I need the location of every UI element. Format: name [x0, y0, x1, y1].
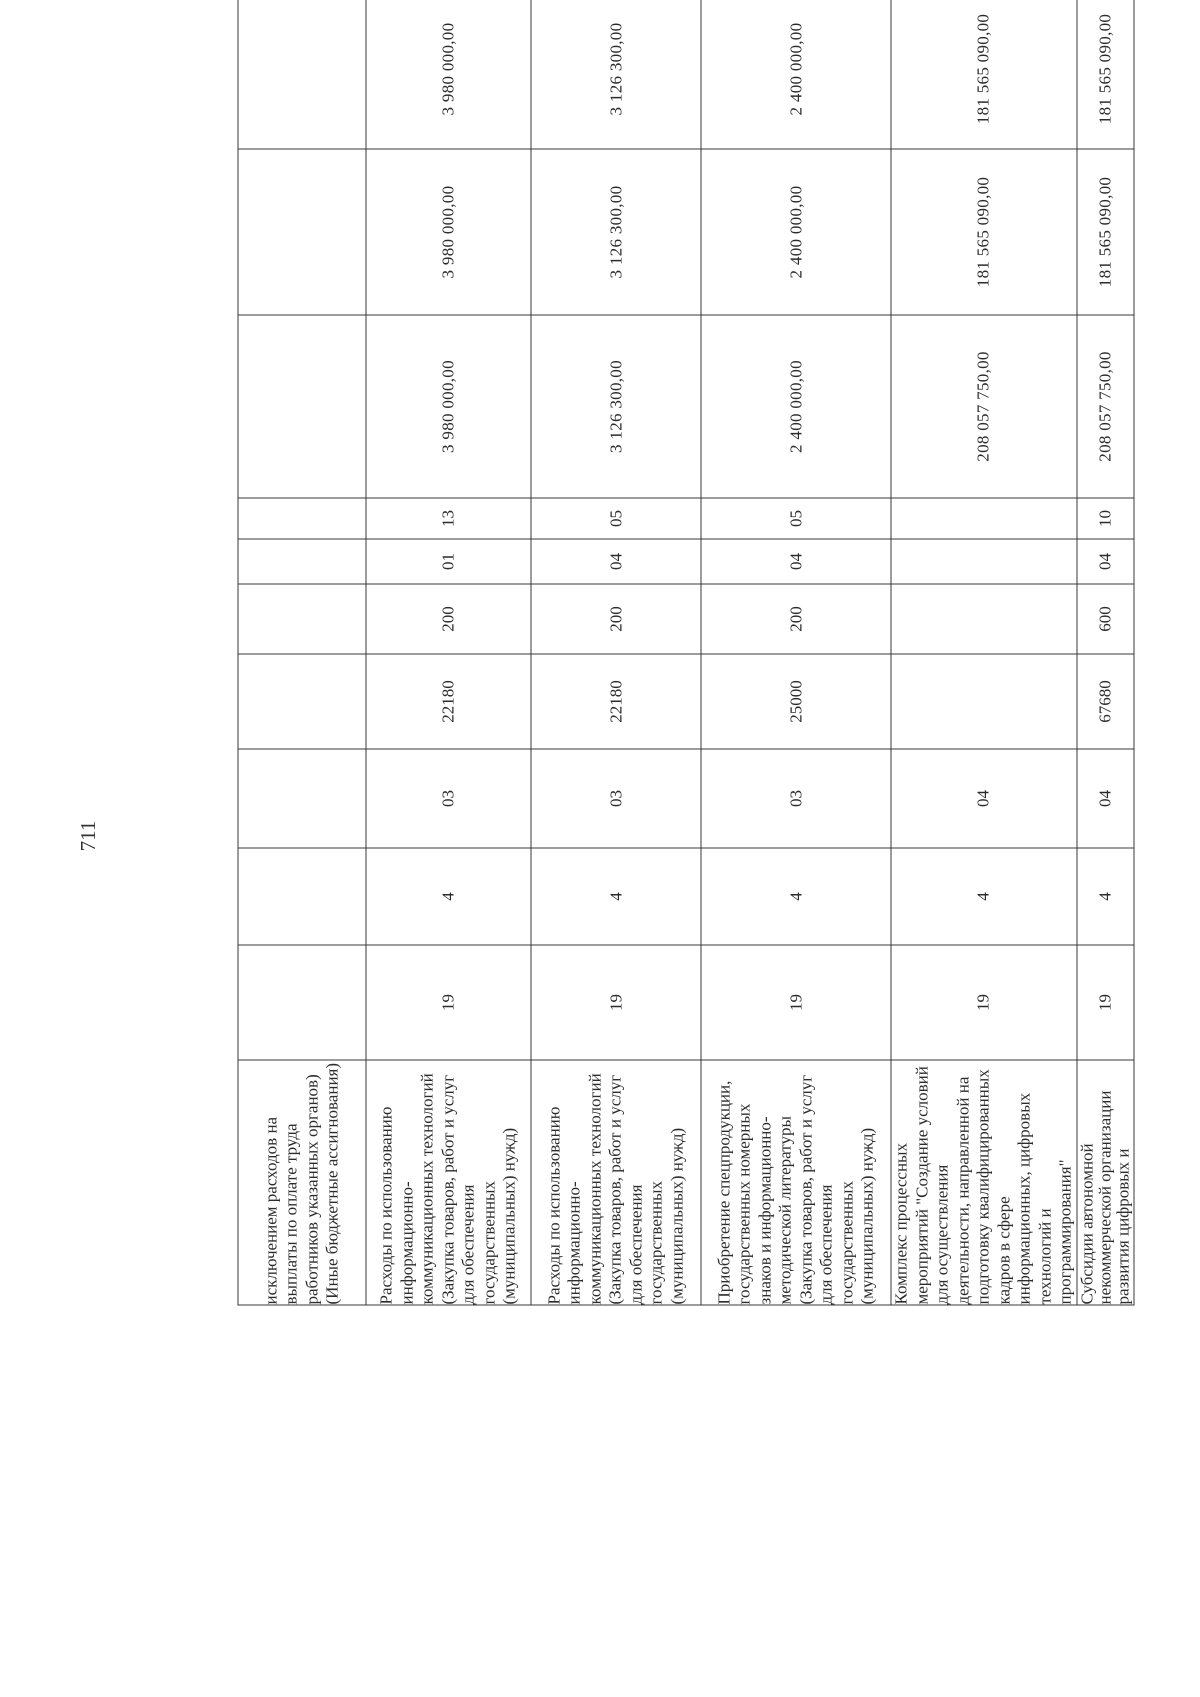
code-cell: 05	[701, 498, 891, 539]
code-cell: 05	[531, 498, 701, 539]
code-cell: 4	[701, 848, 891, 945]
row-description: Приобретение спецпродукции, государственных номерных знаков и информационно-методической литературы (Закупка товаров, работ и услуг для обеспечения государственных (муниципальных) нужд)	[701, 1060, 891, 1305]
amount-cell: 3 126 300,00	[531, 0, 701, 149]
amount-cell: 208 057 750,00	[891, 315, 1077, 498]
code-cell: 200	[531, 584, 701, 654]
amount-cell: 2 400 000,00	[701, 0, 891, 149]
code-cell: 4	[531, 848, 701, 945]
code-cell	[238, 498, 366, 539]
code-cell: 03	[531, 749, 701, 848]
code-cell: 19	[531, 945, 701, 1060]
row-description: исключением расходов на выплаты по оплате труда работников указанных органов) (Иные бюджетные ассигнования)	[238, 1060, 366, 1305]
amount-cell: 181 565 090,00	[891, 0, 1077, 149]
table-row	[1077, 0, 1134, 1305]
code-cell	[891, 539, 1077, 584]
code-cell: 22180	[531, 654, 701, 749]
code-cell	[238, 945, 366, 1060]
amount-cell	[238, 0, 366, 149]
code-cell: 19	[701, 945, 891, 1060]
amount-cell: 3 980 000,00	[366, 149, 531, 315]
code-cell: 25000	[701, 654, 891, 749]
amount-cell: 181 565 090,00	[891, 149, 1077, 315]
code-cell	[891, 498, 1077, 539]
row-description: Расходы по использованию информационно-коммуникационных технологий (Закупка товаров, работ и услуг для обеспечения государственных (муниципальных) нужд)	[531, 1060, 701, 1305]
code-cell	[891, 654, 1077, 749]
code-cell: 200	[701, 584, 891, 654]
amount-cell	[238, 149, 366, 315]
budget-table-rotated	[238, 13, 1133, 1306]
code-cell: 01	[366, 539, 531, 584]
code-cell: 04	[891, 749, 1077, 848]
code-cell	[891, 584, 1077, 654]
code-cell: 4	[1077, 848, 1134, 945]
code-cell: 22180	[366, 654, 531, 749]
code-cell: 4	[891, 848, 1077, 945]
code-cell	[238, 654, 366, 749]
code-cell: 04	[1077, 539, 1134, 584]
code-cell: 03	[701, 749, 891, 848]
amount-cell: 2 400 000,00	[701, 149, 891, 315]
page-number: 711	[76, 820, 100, 852]
row-description: Расходы по использованию информационно-коммуникационных технологий (Закупка товаров, работ и услуг для обеспечения государственных (муниципальных) нужд)	[366, 1060, 531, 1305]
amount-cell: 3 126 300,00	[531, 315, 701, 498]
code-cell: 19	[891, 945, 1077, 1060]
amount-cell: 208 057 750,00	[1077, 315, 1134, 498]
code-cell: 10	[1077, 498, 1134, 539]
code-cell: 04	[1077, 749, 1134, 848]
amount-cell: 3 980 000,00	[366, 0, 531, 149]
code-cell	[238, 749, 366, 848]
amount-cell	[238, 315, 366, 498]
code-cell	[238, 848, 366, 945]
code-cell: 19	[366, 945, 531, 1060]
table-row	[531, 0, 701, 1305]
code-cell: 19	[1077, 945, 1134, 1060]
amount-cell: 3 126 300,00	[531, 149, 701, 315]
row-description: Субсидии автономной некоммерческой организации развития цифровых и	[1077, 1060, 1134, 1305]
table-row	[366, 0, 531, 1305]
code-cell: 04	[531, 539, 701, 584]
amount-cell: 3 980 000,00	[366, 315, 531, 498]
table-row	[238, 0, 366, 1305]
table-row	[701, 0, 891, 1305]
code-cell	[238, 539, 366, 584]
code-cell: 13	[366, 498, 531, 539]
code-cell: 4	[366, 848, 531, 945]
budget-table	[238, 0, 1135, 1306]
code-cell: 200	[366, 584, 531, 654]
table-row	[891, 0, 1077, 1305]
amount-cell: 2 400 000,00	[701, 315, 891, 498]
code-cell: 04	[701, 539, 891, 584]
amount-cell: 181 565 090,00	[1077, 0, 1134, 149]
code-cell: 67680	[1077, 654, 1134, 749]
code-cell	[238, 584, 366, 654]
row-description: Комплекс процессных мероприятий "Создание условий для осуществления деятельности, направленной на подготовку квалифицированных кадров в сфере информационных, цифровых технологий и программирования"	[891, 1060, 1077, 1305]
code-cell: 600	[1077, 584, 1134, 654]
code-cell: 03	[366, 749, 531, 848]
amount-cell: 181 565 090,00	[1077, 149, 1134, 315]
